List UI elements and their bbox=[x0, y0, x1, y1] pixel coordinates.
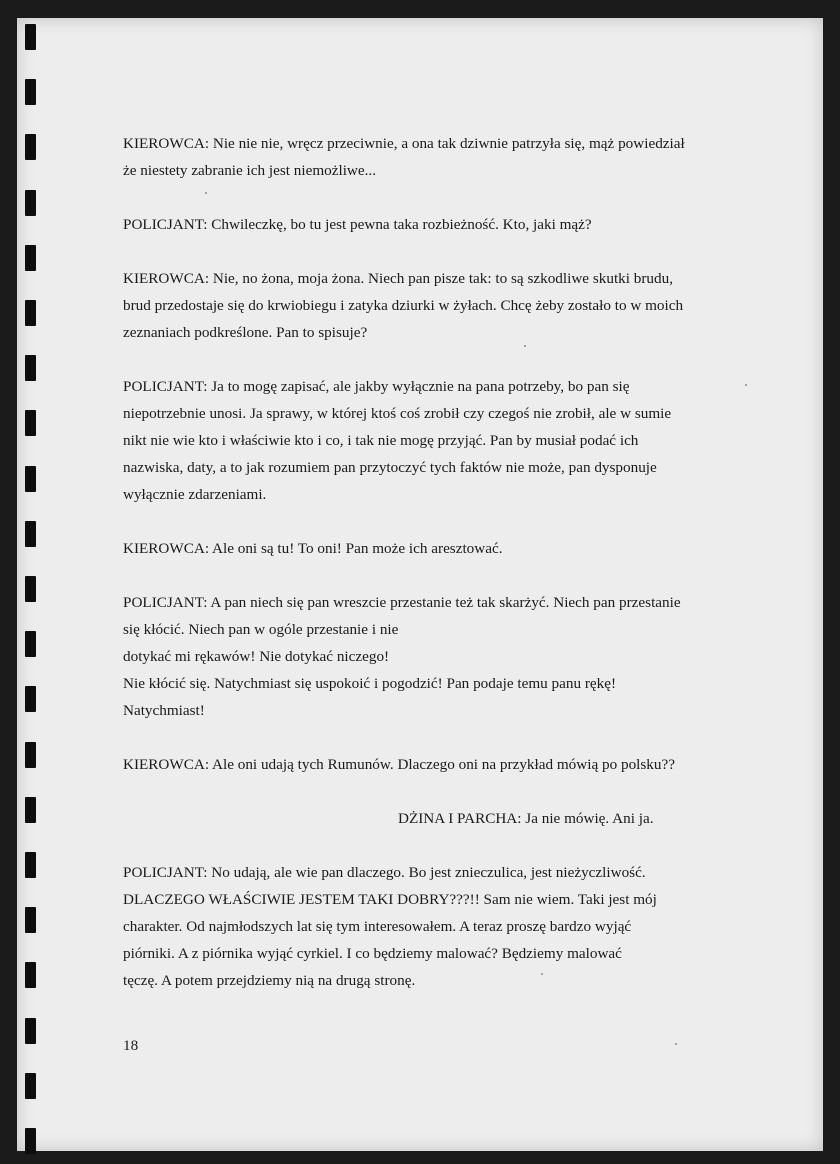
text-line: piórniki. A z piórnika wyjąć cyrkiel. I co będziemy malować? Będziemy malować bbox=[123, 945, 622, 962]
text-line: wyłącznie zdarzeniami. bbox=[123, 486, 267, 503]
binding-hole bbox=[25, 686, 36, 712]
text-line: tęczę. A potem przejdziemy nią na drugą stronę. bbox=[123, 972, 416, 989]
binding-hole bbox=[25, 962, 36, 988]
dust-speck bbox=[745, 384, 747, 386]
document-body bbox=[123, 130, 713, 1021]
paragraph-6 bbox=[123, 589, 713, 724]
text-line: KIEROWCA: Ale oni udają tych Rumunów. Dlaczego oni na przykład mówią po polsku?? bbox=[123, 756, 675, 773]
binding-hole bbox=[25, 190, 36, 216]
binding-hole bbox=[25, 24, 36, 50]
binding-hole bbox=[25, 79, 36, 105]
binding-hole bbox=[25, 907, 36, 933]
paragraph-9 bbox=[123, 859, 713, 994]
binding-hole bbox=[25, 852, 36, 878]
dust-speck bbox=[541, 973, 543, 975]
page-number: 18 bbox=[123, 1037, 139, 1054]
text-line: POLICJANT: Chwileczkę, bo tu jest pewna taka rozbieżność. Kto, jaki mąż? bbox=[123, 216, 592, 233]
text-line: się kłócić. Niech pan w ogóle przestanie i nie bbox=[123, 621, 399, 638]
binding-hole bbox=[25, 1018, 36, 1044]
text-line: DŻINA I PARCHA: Ja nie mówię. Ani ja. bbox=[398, 810, 654, 827]
text-line: DLACZEGO WŁAŚCIWIE JESTEM TAKI DOBRY???!! Sam nie wiem. Taki jest mój bbox=[123, 891, 657, 908]
text-line: brud przedostaje się do krwiobiegu i zatyka dziurki w żyłach. Chcę żeby zostało to w moich bbox=[123, 297, 684, 314]
text-line: POLICJANT: Ja to mogę zapisać, ale jakby wyłącznie na pana potrzeby, bo pan się bbox=[123, 378, 630, 395]
binding-hole bbox=[25, 742, 36, 768]
paragraph-4 bbox=[123, 373, 713, 508]
binding-hole bbox=[25, 134, 36, 160]
text-line: że niestety zabranie ich jest niemożliwe... bbox=[123, 162, 377, 179]
binding-hole bbox=[25, 1073, 36, 1099]
dust-speck bbox=[205, 192, 207, 194]
text-line: POLICJANT: A pan niech się pan wreszcie przestanie też tak skarżyć. Niech pan przestanie bbox=[123, 594, 681, 611]
text-line: Nie kłócić się. Natychmiast się uspokoić i pogodzić! Pan podaje temu panu rękę! bbox=[123, 675, 617, 692]
binding-hole bbox=[25, 797, 36, 823]
paragraph-7 bbox=[123, 751, 713, 778]
paragraph-2 bbox=[123, 211, 713, 238]
paragraph-5 bbox=[123, 535, 713, 562]
paragraph-3 bbox=[123, 265, 713, 346]
binding-hole bbox=[25, 355, 36, 381]
binding-hole bbox=[25, 245, 36, 271]
text-line: KIEROWCA: Nie nie nie, wręcz przeciwnie, a ona tak dziwnie patrzyła się, mąż powiedział bbox=[123, 135, 685, 152]
text-line: dotykać mi rękawów! Nie dotykać niczego! bbox=[123, 648, 390, 665]
binding-hole bbox=[25, 1128, 36, 1154]
text-line: niepotrzebnie unosi. Ja sprawy, w której ktoś coś zrobił czy czegoś nie zrobił, ale w sumie bbox=[123, 405, 672, 422]
binding-hole bbox=[25, 521, 36, 547]
binding-hole bbox=[25, 576, 36, 602]
text-line: Natychmiast! bbox=[123, 702, 205, 719]
text-line: KIEROWCA: Nie, no żona, moja żona. Niech pan pisze tak: to są szkodliwe skutki brudu, bbox=[123, 270, 673, 287]
text-line: charakter. Od najmłodszych lat się tym interesowałem. A teraz proszę bardzo wyjąć bbox=[123, 918, 632, 935]
text-line: KIEROWCA: Ale oni są tu! To oni! Pan może ich aresztować. bbox=[123, 540, 503, 557]
binding-hole bbox=[25, 466, 36, 492]
dust-speck bbox=[524, 345, 526, 347]
comb-binding bbox=[25, 0, 37, 1164]
text-line: nikt nie wie kto i właściwie kto i co, i tak nie mogę przyjąć. Pan by musiał podać ich bbox=[123, 432, 639, 449]
paragraph-8-stage-line bbox=[123, 805, 713, 832]
text-line: zeznaniach podkreślone. Pan to spisuje? bbox=[123, 324, 368, 341]
text-line: POLICJANT: No udają, ale wie pan dlaczego. Bo jest znieczulica, jest nieżyczliwość. bbox=[123, 864, 646, 881]
paragraph-1 bbox=[123, 130, 713, 184]
binding-hole bbox=[25, 410, 36, 436]
binding-hole bbox=[25, 300, 36, 326]
dust-speck bbox=[675, 1043, 677, 1045]
binding-hole bbox=[25, 631, 36, 657]
text-line: nazwiska, daty, a to jak rozumiem pan przytoczyć tych faktów nie może, pan dysponuje bbox=[123, 459, 657, 476]
